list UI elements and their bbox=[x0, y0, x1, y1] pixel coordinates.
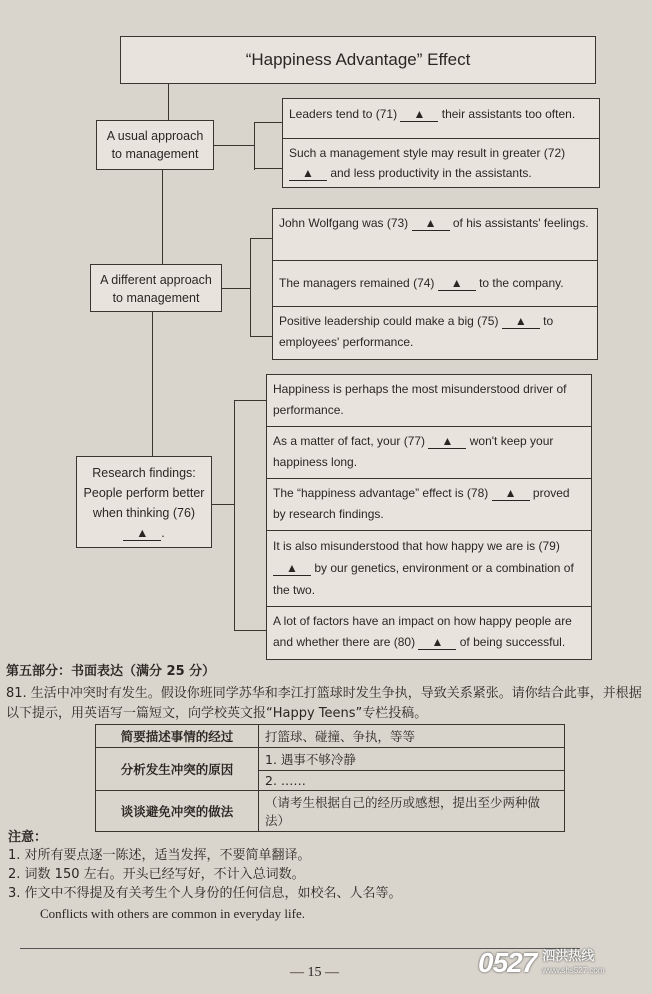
row-value: （请考生根据自己的经历或感想，提出至少两种做法） bbox=[259, 791, 565, 832]
answer-blank: ▲ bbox=[123, 526, 161, 541]
note-item: 1. 对所有要点逐一陈述，适当发挥，不要简单翻译。 bbox=[8, 848, 311, 863]
row-key: 分析发生冲突的原因 bbox=[96, 748, 259, 791]
item-text: of being successful. bbox=[456, 635, 566, 649]
note-item: 2. 词数 150 左右。开头已经写好，不计入总词数。 bbox=[8, 867, 305, 882]
item-77 bbox=[267, 427, 591, 479]
item-text: The “happiness advantage” effect is (78) bbox=[273, 486, 492, 500]
connector bbox=[212, 504, 234, 505]
item-text: to the company. bbox=[475, 276, 564, 290]
note-item: 3. 作文中不得提及有关考生个人身份的任何信息，如校名、人名等。 bbox=[8, 886, 402, 901]
branch-usual-approach bbox=[96, 120, 214, 170]
connector bbox=[222, 288, 250, 289]
item-text: proved by research findings. bbox=[273, 486, 570, 521]
branch-3-items bbox=[266, 374, 592, 660]
item-text: Positive leadership could make a big (75) bbox=[279, 314, 502, 328]
answer-blank: ▲ bbox=[412, 216, 450, 231]
label-period: . bbox=[161, 526, 165, 540]
requirements-table bbox=[95, 724, 565, 832]
essay-starter: Conflicts with others are common in everyday life. bbox=[40, 906, 305, 921]
item-text: by our genetics, environment or a combination of the two. bbox=[273, 561, 574, 597]
notes-list bbox=[8, 846, 402, 903]
item-73 bbox=[273, 209, 597, 261]
item-text: Such a management style may result in greater (72) bbox=[289, 146, 566, 160]
diagram-title: “Happiness Advantage” Effect bbox=[120, 36, 596, 84]
table-row bbox=[96, 791, 565, 832]
item-text: A lot of factors have an impact on how happy people are and whether there are (80) bbox=[273, 614, 572, 649]
branch-label: A usual approach to management bbox=[106, 129, 204, 161]
logo-url: www.shs527.com bbox=[542, 965, 605, 975]
connector bbox=[254, 168, 282, 169]
logo-text-block bbox=[542, 950, 604, 977]
row-value: 打篮球、碰撞、争执，等等 bbox=[259, 725, 565, 748]
item-text: and less productivity in the assistants. bbox=[327, 166, 532, 180]
branch-label: Research findings: People perform better when thinking (76) bbox=[83, 466, 205, 520]
connector bbox=[254, 122, 255, 170]
item-text: of his assistants' feelings. bbox=[449, 216, 589, 230]
connector bbox=[250, 336, 272, 337]
item-74 bbox=[273, 261, 597, 307]
item-text: to employees' performance. bbox=[279, 314, 554, 349]
branch-1-items bbox=[282, 98, 600, 188]
table-row bbox=[96, 748, 565, 771]
item-text: It is also misunderstood that how happy we are is (79) bbox=[273, 539, 560, 553]
connector bbox=[250, 238, 251, 336]
branch-research-findings bbox=[76, 456, 212, 548]
row-key: 简要描述事情的经过 bbox=[96, 725, 259, 748]
page-number: — 15 — bbox=[290, 965, 339, 980]
item-text: Happiness is perhaps the most misunderstood driver of performance. bbox=[273, 382, 567, 417]
item-79 bbox=[267, 531, 591, 607]
trunk-line-2 bbox=[162, 170, 163, 264]
connector bbox=[234, 400, 266, 401]
branch-2-items bbox=[272, 208, 598, 360]
item-text: won't keep your happiness long. bbox=[273, 434, 554, 469]
site-logo bbox=[478, 944, 646, 982]
row-key: 谈谈避免冲突的做法 bbox=[96, 791, 259, 832]
item-text: As a matter of fact, your (77) bbox=[273, 434, 429, 448]
branch-different-approach bbox=[90, 264, 222, 312]
answer-blank: ▲ bbox=[273, 561, 311, 576]
item-71 bbox=[283, 99, 599, 139]
answer-blank: ▲ bbox=[438, 276, 476, 291]
answer-blank: ▲ bbox=[418, 635, 456, 650]
item-75 bbox=[273, 307, 597, 359]
row-value: 1. 遇事不够冷静 bbox=[259, 748, 565, 771]
item-text: their assistants too often. bbox=[438, 107, 576, 121]
connector bbox=[234, 400, 235, 630]
item-text: The managers remained (74) bbox=[279, 276, 438, 290]
item-intro bbox=[267, 375, 591, 427]
item-text: Leaders tend to (71) bbox=[289, 107, 401, 121]
connector bbox=[214, 145, 254, 146]
answer-blank: ▲ bbox=[428, 434, 466, 449]
connector bbox=[254, 122, 282, 123]
answer-blank: ▲ bbox=[502, 314, 540, 329]
connector bbox=[234, 630, 266, 631]
section-title: 第五部分：书面表达（满分 25 分） bbox=[6, 664, 216, 679]
trunk-line-3 bbox=[152, 312, 153, 456]
item-80 bbox=[267, 607, 591, 659]
row-value: 2. …… bbox=[259, 771, 565, 791]
item-72 bbox=[283, 139, 599, 187]
note-title: 注意： bbox=[8, 830, 48, 845]
branch-label: A different approach to management bbox=[100, 273, 212, 305]
item-78 bbox=[267, 479, 591, 531]
connector bbox=[250, 238, 272, 239]
answer-blank: ▲ bbox=[289, 166, 327, 181]
table-row bbox=[96, 725, 565, 748]
logo-number: 0527 bbox=[478, 947, 537, 978]
answer-blank: ▲ bbox=[492, 486, 530, 501]
trunk-line-1 bbox=[168, 84, 169, 120]
item-text: John Wolfgang was (73) bbox=[279, 216, 412, 230]
question-81: 81. 生活中冲突时有发生。假设你班同学苏华和李江打篮球时发生争执，导致关系紧张。请你结合此事，并根据以下提示，用英语写一篇短文，向学校英文报“Happy Teens”专栏投稿。 bbox=[6, 686, 642, 721]
logo-text: 泗洪热线 bbox=[542, 948, 595, 964]
answer-blank: ▲ bbox=[400, 107, 438, 122]
